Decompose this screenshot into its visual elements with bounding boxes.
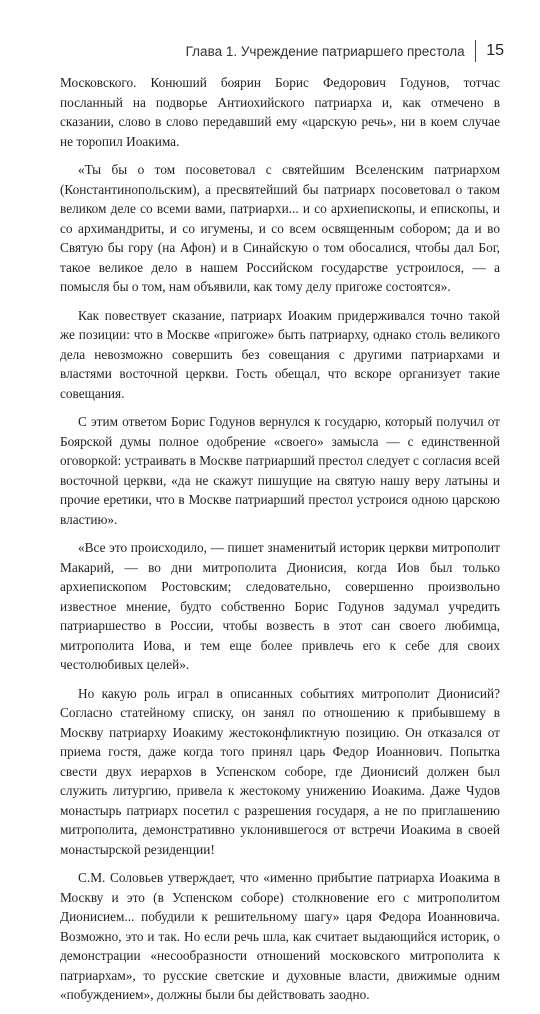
paragraph-1: Московского. Конюший боярин Борис Федорович Годунов, тотчас посланный на подворье Антиохийского патриарха и, как отмечено в сказании, слово в слово передавший ему «царскую речь», ни в коем случае не торопил Иоакима.: [60, 75, 500, 149]
running-title: Глава 1. Учреждение патриаршего престола: [185, 43, 465, 59]
paragraph-2: «Ты бы о том посоветовал с святейшим Вселенским патриархом (Константинопольским), а пресвятейший бы патриарх посоветовал о таком великом деле со всеми вами, патриархи... и со архиепископы, и епископы, и со архимандриты, и со игумены, и со всем освященным собором; да и во Святую бы гору (на Афон) и в Синайскую о том обосалися, чтобы дал Бог, такое великое дело в нашем Российском государстве устроилося, — а помысля бы о том, нам объявили, как тому делу пригоже состоятся».: [60, 162, 500, 294]
paragraph-7: С.М. Соловьев утверждает, что «именно прибытие патриарха Иоакима в Москву и это (в Успенском соборе) столкновение его с митрополитом Дионисием... побудили к решительному шагу» царя Федора Иоанновича. Возможно, это и так. Но если речь шла, как считает выдающийся историк, о демонстрации «несообразности отношений московского митрополита к патриархам», то русские светские и духовные власти, движимые одним «побуждением», должны были бы действовать заодно.: [60, 870, 500, 1002]
body-text: [60, 73, 500, 1014]
page-number: 15: [486, 42, 504, 59]
header-divider: [475, 40, 477, 62]
paragraph-4: С этим ответом Борис Годунов вернулся к государю, который получил от Боярской думы полное одобрение «своего» замысла — с единственной оговоркой: устраивать в Москве патриарший престол следует с согласия всей восточной церкви, «да не скажут пишущие на святую нашу веру латыны и прочие еретики, что в Москве патриарший престол устроися одною царскою властию».: [60, 414, 500, 527]
paragraph-6: Но какую роль играл в описанных событиях митрополит Дионисий? Согласно статейному списку, он занял по отношению к прибывшему в Москву патриарху Иоакиму жестоконфликтную позицию. Он отказался от приема гостя, даже когда того принял царь Федор Иоаннович. Попытка свести двух иерархов в Успенском соборе, где Дионисий должен был служить литургию, привела к жестокому унижению Иоакима. Даже Чудов монастырь патриарх посетил с разрешения государя, а не по приглашению митрополита, демонстративно уклонившегося от встречи Иоакима в своей монастырской резиденции!: [60, 685, 500, 857]
paragraph-3: Как повествует сказание, патриарх Иоаким придерживался точно такой же позиции: что в Москве «пригоже» быть патриарху, однако столь великого дела невозможно совершить без совещания с другими патриархами и властями восточной церкви. Гость обещал, что вскоре организует такие совещания.: [60, 307, 500, 401]
running-header: [186, 40, 504, 62]
paragraph-5: «Все это происходило, — пишет знаменитый историк церкви митрополит Макарий, — во дни митрополита Дионисия, когда Иов был только архиепископом Ростовским; следовательно, совершенно произвольно известное мнение, будто собственно Борис Годунов задумал учредить патриаршество в России, чтобы возвесть в этот сан своего любимца, митрополита Иова, и тем еще более привлечь его к себе для своих честолюбивых целей».: [60, 540, 500, 672]
